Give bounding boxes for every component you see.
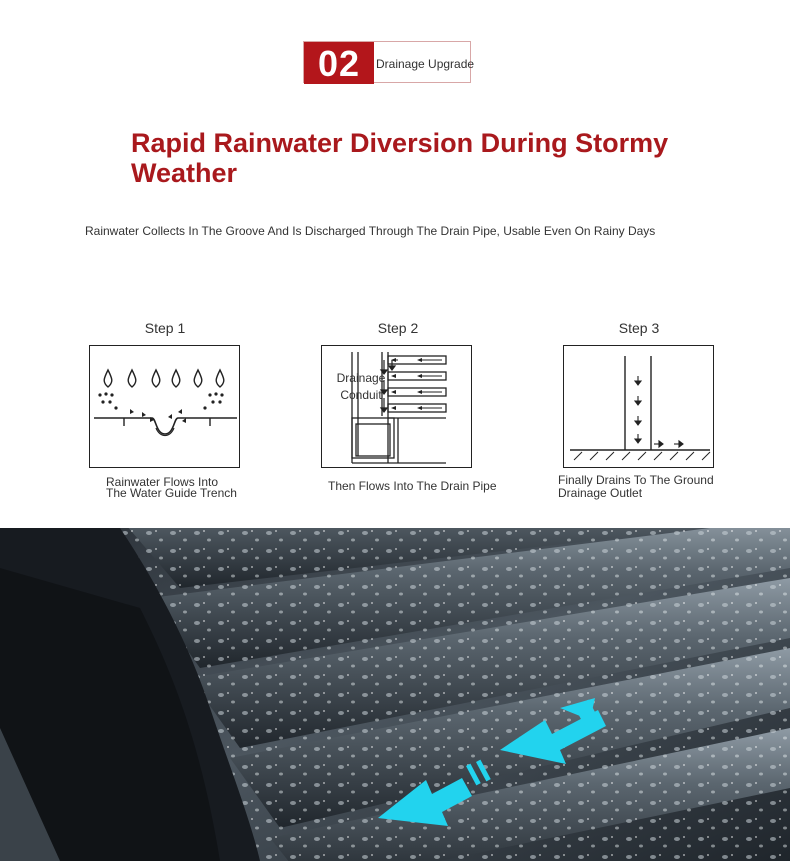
page-headline: Rapid Rainwater Diversion During Stormy Weather	[131, 128, 669, 188]
section-label: Drainage Upgrade	[376, 57, 475, 71]
step-3-title: Step 3	[564, 320, 714, 336]
rain-trench-illustration	[90, 346, 240, 468]
diagram-label-line-1: Drainage	[336, 371, 386, 385]
step-1-diagram	[89, 345, 240, 468]
ground-outlet-illustration	[564, 346, 714, 468]
step-1-title: Step 1	[90, 320, 240, 336]
step-2-title: Step 2	[323, 320, 473, 336]
diagram-label-line-2: Conduit	[340, 388, 382, 402]
step-3-diagram	[563, 345, 714, 468]
step-2-caption: Then Flows Into The Drain Pipe	[328, 479, 497, 493]
step-1-caption-line-1: Rainwater Flows Into	[106, 475, 219, 489]
step-3-caption-line-1: Finally Drains To The Ground	[558, 473, 714, 487]
step-1-caption-line-2: The Water Guide Trench	[106, 486, 237, 500]
drain-pipe-illustration	[322, 346, 472, 468]
product-photo	[0, 528, 790, 861]
page-subheading: Rainwater Collects In The Groove And Is Discharged Through The Drain Pipe, Usable Even On Rainy Days	[85, 224, 656, 238]
section-badge	[303, 41, 475, 84]
step-3-caption-line-2: Drainage Outlet	[558, 486, 643, 500]
wet-roof-panel-image	[0, 528, 790, 861]
step-2-diagram	[321, 345, 472, 468]
section-number: 02	[304, 42, 374, 84]
